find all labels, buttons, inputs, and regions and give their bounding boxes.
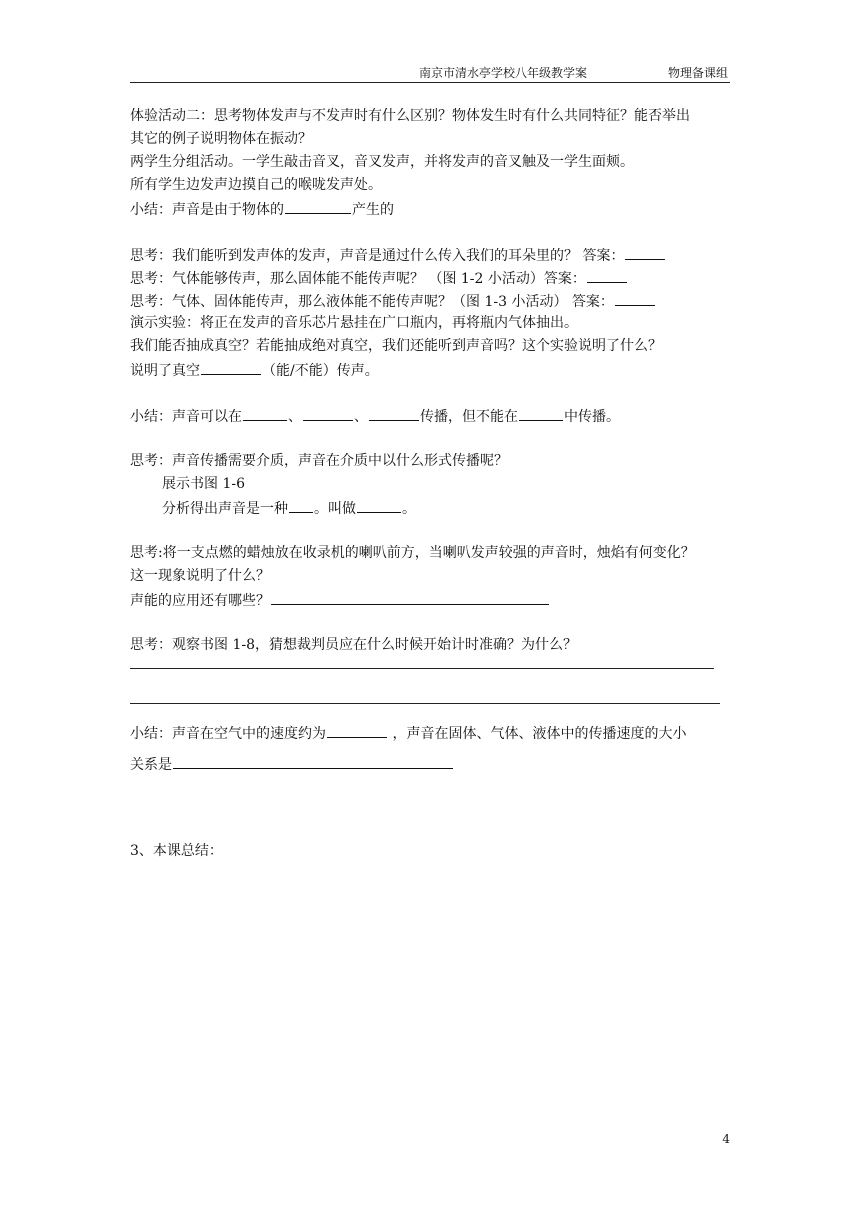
think6-line: 思考：观察书图 1-8，猜想裁判员应在什么时候开始计时准确？为什么？ xyxy=(130,637,577,653)
demo-line3-after: （能/不能）传声。 xyxy=(262,363,379,379)
think4-line3-before: 分析得出声音是一种 xyxy=(162,501,288,517)
answer-blank[interactable] xyxy=(519,406,563,421)
header-school: 南京市清水亭学校八年级教学案 xyxy=(419,66,588,80)
answer-blank[interactable] xyxy=(201,360,261,375)
answer-blank[interactable] xyxy=(369,406,419,421)
think1-line xyxy=(130,245,666,265)
page-number: 4 xyxy=(722,1132,730,1146)
think5-line1: 思考:将一支点燃的蜡烛放在收录机的喇叭前方，当喇叭发声较强的声音时，烛焰有何变化？ xyxy=(130,545,695,561)
summary2-mid: 传播，但不能在 xyxy=(420,409,518,425)
answer-line[interactable] xyxy=(130,703,720,704)
header-group: 物理备课组 xyxy=(667,66,728,80)
summary1-after: 产生的 xyxy=(352,202,394,218)
summary2-before: 小结：声音可以在 xyxy=(130,409,242,425)
answer-blank[interactable] xyxy=(303,406,353,421)
think3-line xyxy=(130,291,656,311)
think5-line2: 这一现象说明了什么？ xyxy=(130,568,270,584)
think5-line3 xyxy=(130,590,550,610)
summary2-sep2: 、 xyxy=(354,409,368,425)
summary3-line2-text: 关系是 xyxy=(130,757,172,773)
summary2-line xyxy=(130,406,620,426)
think4-line3 xyxy=(162,498,416,518)
answer-line[interactable] xyxy=(130,668,714,669)
activity2-line4: 所有学生边发声边摸自己的喉咙发声处。 xyxy=(130,177,382,193)
answer-blank[interactable] xyxy=(243,406,287,421)
answer-blank[interactable] xyxy=(615,291,655,306)
answer-blank[interactable] xyxy=(289,498,313,513)
summary3-before: 小结：声音在空气中的速度约为 xyxy=(130,726,326,742)
activity2-line1: 体验活动二：思考物体发声与不发声时有什么区别？物体发生时有什么共同特征？能否举出 xyxy=(130,108,690,124)
summary3-line1 xyxy=(130,723,686,743)
think4-line3-after: 。 xyxy=(402,501,416,517)
answer-blank[interactable] xyxy=(587,268,627,283)
answer-blank[interactable] xyxy=(625,245,665,260)
answer-blank[interactable] xyxy=(173,754,453,769)
think4-line2: 展示书图 1-6 xyxy=(162,476,245,492)
activity2-line2: 其它的例子说明物体在振动？ xyxy=(130,131,312,147)
think4-line1: 思考：声音传播需要介质，声音在介质中以什么形式传播呢？ xyxy=(130,453,508,469)
summary3-after: ，声音在固体、气体、液体中的传播速度的大小 xyxy=(388,726,687,742)
demo-line3 xyxy=(130,360,379,380)
demo-line3-before: 说明了真空 xyxy=(130,363,200,379)
conclusion-heading: 3、本课总结： xyxy=(130,843,223,859)
think3-text: 思考：气体、固体能传声，那么液体能不能传声呢？（图 1-3 小活动） 答案： xyxy=(130,294,614,310)
page-header xyxy=(130,62,730,83)
think2-text: 思考：气体能够传声，那么固体能不能传声呢？ （图 1-2 小活动）答案： xyxy=(130,271,586,287)
summary1-line xyxy=(130,199,394,219)
think5-line3-text: 声能的应用还有哪些？ xyxy=(130,593,270,609)
think2-line xyxy=(130,268,628,288)
answer-blank[interactable] xyxy=(357,498,401,513)
think1-text: 思考：我们能听到发声体的发声，声音是通过什么传入我们的耳朵里的？ 答案： xyxy=(130,248,625,264)
summary2-after: 中传播。 xyxy=(564,409,620,425)
demo-line2: 我们能否抽成真空？若能抽成绝对真空，我们还能听到声音吗？这个实验说明了什么？ xyxy=(130,338,662,354)
demo-line1: 演示实验：将正在发声的音乐芯片悬挂在广口瓶内，再将瓶内气体抽出。 xyxy=(130,315,578,331)
summary2-sep1: 、 xyxy=(288,409,302,425)
answer-blank[interactable] xyxy=(285,199,351,214)
summary1-before: 小结：声音是由于物体的 xyxy=(130,202,284,218)
answer-blank[interactable] xyxy=(271,590,549,605)
answer-blank[interactable] xyxy=(327,723,387,738)
think4-line3-mid: 。叫做 xyxy=(314,501,356,517)
activity2-line3: 两学生分组活动。一学生敲击音叉，音叉发声，并将发声的音叉触及一学生面颊。 xyxy=(130,154,634,170)
summary3-line2 xyxy=(130,754,454,774)
